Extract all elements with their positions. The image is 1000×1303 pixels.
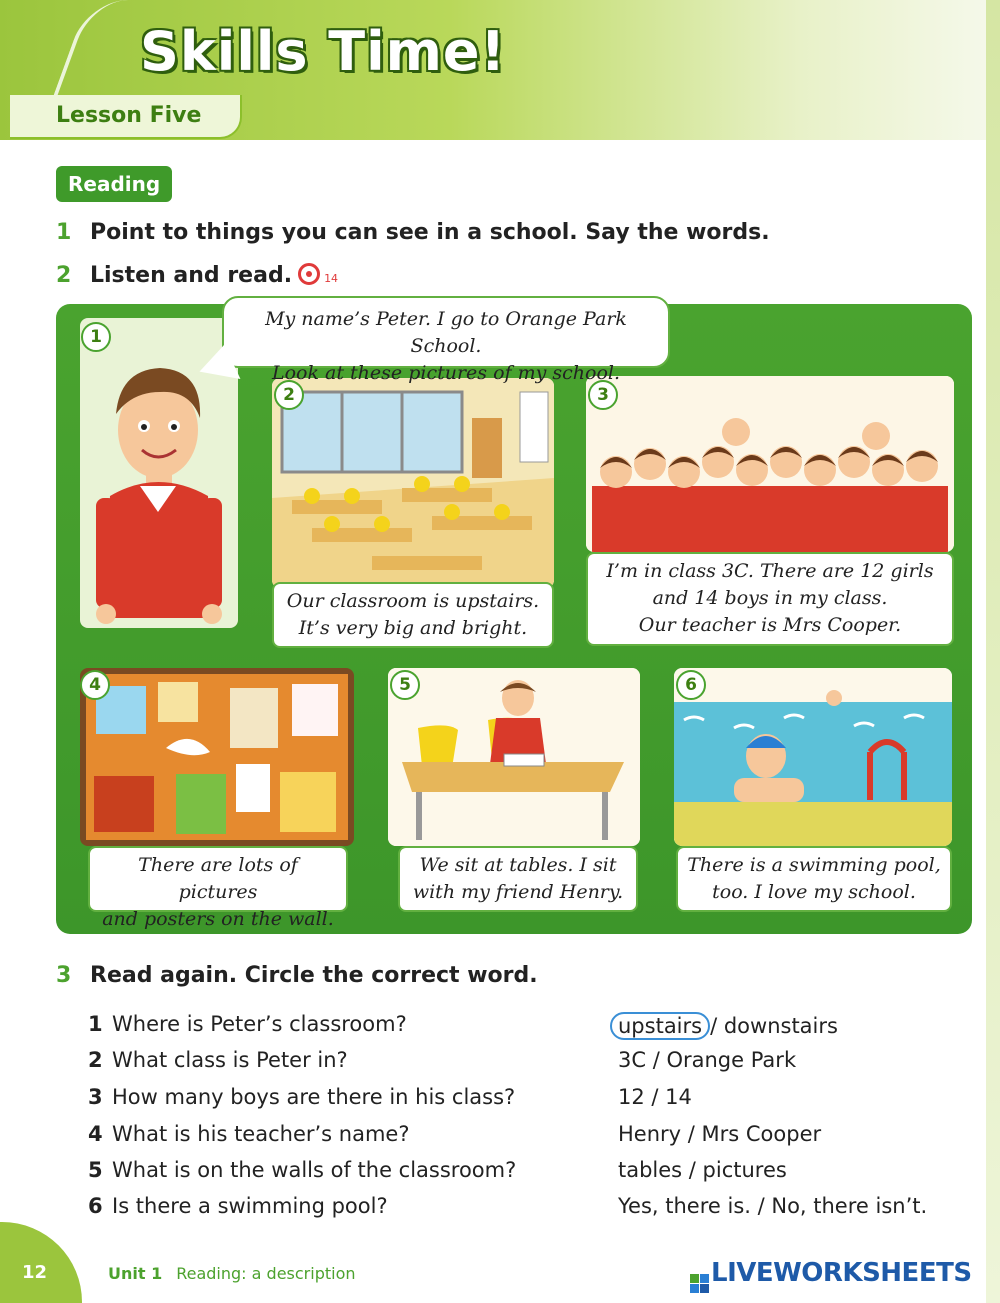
audio-cd-icon[interactable] bbox=[298, 263, 320, 285]
circled-answer[interactable]: upstairs bbox=[610, 1012, 710, 1040]
audio-track-number: 14 bbox=[324, 272, 339, 285]
caption-classroom bbox=[272, 582, 554, 648]
caption-line: and 14 boys in my class. bbox=[652, 587, 888, 609]
answer-options[interactable]: 3C / Orange Park bbox=[618, 1048, 797, 1072]
caption-line: with my friend Henry. bbox=[412, 881, 624, 903]
task-text: Point to things you can see in a school. Say the words. bbox=[90, 220, 770, 245]
answer-options[interactable]: 12 / 14 bbox=[618, 1085, 692, 1109]
speech-bubble bbox=[222, 296, 670, 384]
picture-classroom bbox=[272, 378, 554, 588]
lesson-tab bbox=[10, 95, 242, 139]
picture-number-badge: 3 bbox=[588, 380, 618, 410]
question-row bbox=[88, 1085, 515, 1109]
bubble-line: My name’s Peter. I go to Orange Park School. bbox=[265, 308, 627, 357]
page-title: Skills Time! bbox=[140, 20, 507, 83]
task-number: 2 bbox=[56, 263, 72, 288]
answer-options[interactable]: Yes, there is. / No, there isn’t. bbox=[618, 1194, 928, 1218]
task-3 bbox=[56, 963, 538, 988]
bubble-line: Look at these pictures of my school. bbox=[272, 362, 620, 384]
task-1 bbox=[56, 220, 770, 245]
caption-line: Our teacher is Mrs Cooper. bbox=[638, 614, 902, 636]
footer-caption bbox=[108, 1264, 356, 1283]
caption-tables bbox=[398, 846, 638, 912]
question-number: 4 bbox=[88, 1122, 103, 1146]
caption-line: too. I love my school. bbox=[712, 881, 916, 903]
caption-line: It’s very big and bright. bbox=[298, 617, 528, 639]
right-edge-strip bbox=[986, 0, 1000, 1303]
question-text: What class is Peter in? bbox=[112, 1048, 348, 1072]
picture-number-badge: 1 bbox=[81, 322, 111, 352]
footer-topic: Reading: a description bbox=[176, 1264, 356, 1283]
task-2 bbox=[56, 263, 338, 288]
brand-text: LIVEWORKSHEETS bbox=[711, 1258, 972, 1288]
question-number: 6 bbox=[88, 1194, 103, 1218]
lesson-label: Lesson Five bbox=[56, 103, 202, 128]
question-text: What is his teacher’s name? bbox=[112, 1122, 410, 1146]
answer-option[interactable]: / downstairs bbox=[710, 1014, 838, 1038]
question-number: 1 bbox=[88, 1012, 103, 1036]
brand-logo[interactable] bbox=[690, 1258, 972, 1293]
caption-line: Our classroom is upstairs. bbox=[286, 590, 540, 612]
question-row bbox=[88, 1048, 348, 1072]
caption-pool bbox=[676, 846, 952, 912]
caption-class bbox=[586, 552, 954, 646]
task-number: 1 bbox=[56, 220, 72, 245]
question-number: 2 bbox=[88, 1048, 103, 1072]
wall-illustration bbox=[80, 668, 354, 846]
question-row bbox=[88, 1012, 407, 1036]
task-number: 3 bbox=[56, 963, 72, 988]
answer-options[interactable]: Henry / Mrs Cooper bbox=[618, 1122, 822, 1146]
question-row bbox=[88, 1122, 410, 1146]
caption-line: There is a swimming pool, bbox=[687, 854, 941, 876]
classroom-illustration bbox=[272, 378, 554, 588]
caption-wall bbox=[88, 846, 348, 930]
picture-number-badge: 2 bbox=[274, 380, 304, 410]
picture-tables bbox=[388, 668, 640, 846]
page-number: 12 bbox=[22, 1262, 48, 1283]
question-row bbox=[88, 1158, 516, 1182]
answer-options bbox=[618, 1012, 838, 1040]
caption-line: and posters on the wall. bbox=[102, 908, 334, 930]
picture-number-badge: 5 bbox=[390, 670, 420, 700]
question-text: Is there a swimming pool? bbox=[112, 1194, 388, 1218]
question-text: Where is Peter’s classroom? bbox=[112, 1012, 407, 1036]
question-number: 5 bbox=[88, 1158, 103, 1182]
task-text: Listen and read. bbox=[90, 263, 293, 288]
question-text: What is on the walls of the classroom? bbox=[112, 1158, 517, 1182]
picture-pool bbox=[674, 668, 952, 846]
picture-class bbox=[586, 376, 954, 552]
question-text: How many boys are there in his class? bbox=[112, 1085, 516, 1109]
question-number: 3 bbox=[88, 1085, 103, 1109]
class-illustration bbox=[586, 376, 954, 552]
picture-number-badge: 4 bbox=[80, 670, 110, 700]
tables-illustration bbox=[388, 668, 640, 846]
picture-number-badge: 6 bbox=[676, 670, 706, 700]
task-text: Read again. Circle the correct word. bbox=[90, 963, 538, 988]
brand-grid-icon bbox=[690, 1274, 709, 1293]
section-label-reading: Reading bbox=[56, 166, 172, 202]
question-row bbox=[88, 1194, 388, 1218]
answer-options[interactable]: tables / pictures bbox=[618, 1158, 787, 1182]
picture-wall bbox=[80, 668, 354, 846]
caption-line: I’m in class 3C. There are 12 girls bbox=[606, 560, 934, 582]
footer-unit: Unit 1 bbox=[108, 1264, 163, 1283]
caption-line: There are lots of pictures bbox=[138, 854, 298, 903]
pool-illustration bbox=[674, 668, 952, 846]
caption-line: We sit at tables. I sit bbox=[419, 854, 617, 876]
